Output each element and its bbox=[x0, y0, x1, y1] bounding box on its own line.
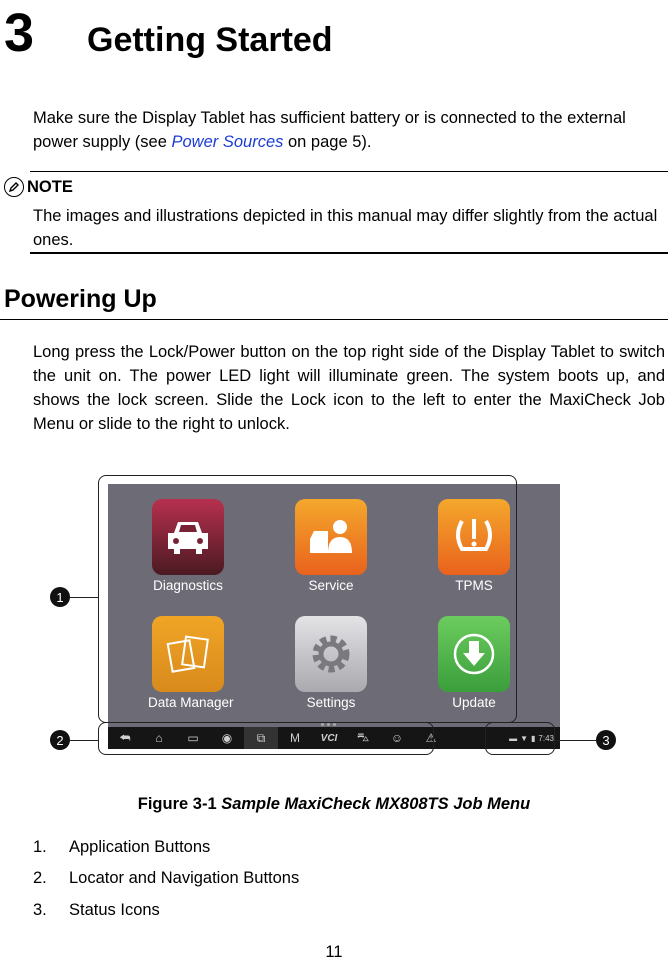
app-label: Service bbox=[308, 578, 354, 593]
app-label: Data Manager bbox=[148, 695, 234, 710]
section-body: Long press the Lock/Power button on the top right side of the Display Tablet to switch the unit on. The power LED light will illuminate green. The system boots up, and shows the lock screen. Slide the Lock icon to the left to enter the MaxiCheck Job Menu or slide to the right to unlock. bbox=[33, 343, 665, 433]
callout-2-leader bbox=[70, 740, 98, 741]
section-rule bbox=[0, 319, 668, 320]
chapter-number: 3 bbox=[4, 3, 35, 63]
note-top-rule bbox=[30, 171, 668, 172]
screenshot-icon[interactable]: ⧉ bbox=[244, 727, 278, 749]
legend-text: Locator and Navigation Buttons bbox=[69, 869, 300, 887]
callout-3-leader bbox=[555, 740, 596, 741]
legend-item bbox=[33, 901, 160, 920]
callout-1: 1 bbox=[50, 587, 70, 607]
legend-text: Application Buttons bbox=[69, 838, 211, 856]
app-label: Diagnostics bbox=[153, 578, 223, 593]
intro-text-end: on page 5). bbox=[283, 133, 372, 151]
battery-icon: ▮ bbox=[531, 733, 536, 743]
legend-number: 2. bbox=[33, 869, 47, 887]
job-menu-figure bbox=[40, 470, 620, 770]
application-buttons-outline bbox=[98, 475, 517, 723]
vci-icon[interactable]: VCI bbox=[320, 732, 338, 744]
caption-label: Figure 3-1 bbox=[137, 795, 222, 813]
tpms-shortcut-icon[interactable]: ⚠ bbox=[425, 731, 437, 745]
maxicheck-home-icon[interactable]: M bbox=[290, 731, 300, 745]
home-icon[interactable]: ⌂ bbox=[155, 731, 163, 745]
callout-2: 2 bbox=[50, 730, 70, 750]
clock: 7:43 bbox=[538, 733, 554, 743]
app-label: Update bbox=[452, 695, 496, 710]
legend-item bbox=[33, 838, 210, 857]
app-label: TPMS bbox=[455, 578, 493, 593]
back-icon[interactable]: ⮪ bbox=[119, 730, 131, 745]
browser-icon[interactable]: ◉ bbox=[221, 731, 233, 745]
recent-apps-icon[interactable]: ▭ bbox=[187, 731, 199, 745]
wifi-icon: ▼ bbox=[520, 733, 529, 743]
pencil-circle-icon bbox=[4, 177, 24, 197]
app-label: Settings bbox=[306, 695, 356, 710]
page-number: 11 bbox=[325, 943, 343, 961]
diagnostics-shortcut-icon[interactable]: ⛍ bbox=[356, 730, 370, 744]
note-bottom-rule bbox=[30, 252, 668, 254]
section-title: Powering Up bbox=[4, 285, 157, 313]
callout-3: 3 bbox=[596, 730, 616, 750]
note-heading bbox=[4, 177, 73, 197]
legend-number: 3. bbox=[33, 901, 47, 919]
notification-icon: ▬ bbox=[509, 733, 518, 743]
intro-paragraph bbox=[33, 106, 643, 154]
figure-caption bbox=[0, 795, 668, 814]
legend-number: 1. bbox=[33, 838, 47, 856]
navigation-buttons-outline bbox=[98, 722, 434, 755]
legend-text: Status Icons bbox=[69, 901, 160, 919]
power-sources-link[interactable]: Power Sources bbox=[171, 133, 284, 151]
note-text: The images and illustrations depicted in this manual may differ slightly from the actual ones. bbox=[33, 207, 658, 249]
callout-1-leader bbox=[70, 597, 98, 598]
status-icons-outline bbox=[485, 722, 555, 755]
legend-item bbox=[33, 869, 299, 888]
chapter-title: Getting Started bbox=[87, 21, 333, 59]
note-label: NOTE bbox=[27, 177, 73, 196]
caption-title: Sample MaxiCheck MX808TS Job Menu bbox=[221, 795, 531, 813]
service-shortcut-icon[interactable]: ☺ bbox=[390, 731, 404, 745]
intro-text: Make sure the Display Tablet has sufficient battery or is connected to the external power supply (see bbox=[33, 109, 626, 151]
